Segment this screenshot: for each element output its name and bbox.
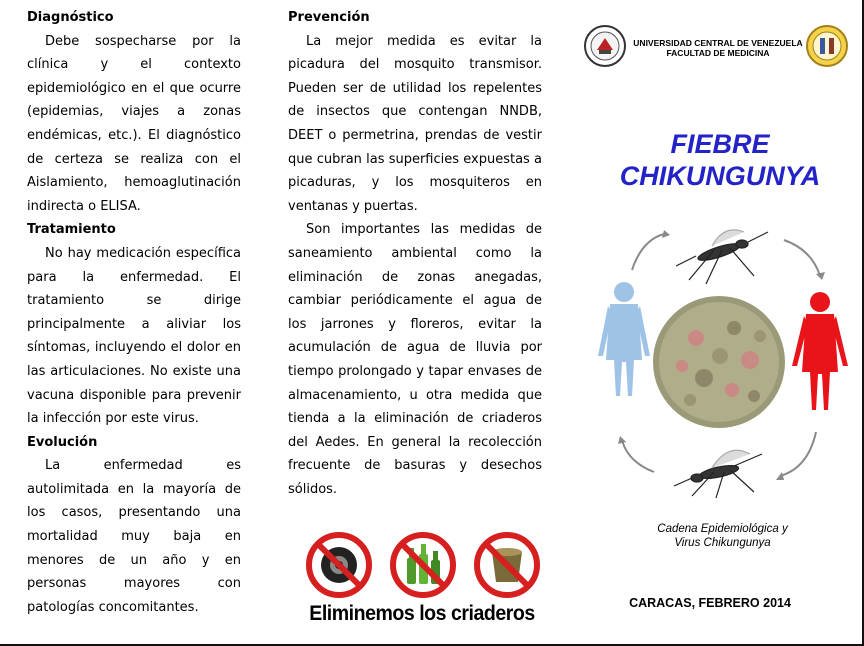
place-date: CARACAS, FEBRERO 2014 xyxy=(629,596,791,610)
mosquito-top-icon xyxy=(676,230,768,284)
medicine-faculty-seal-icon xyxy=(805,24,849,68)
virus-particle-icon xyxy=(653,296,785,428)
caption-line-2: Virus Chikungunya xyxy=(674,537,771,549)
no-tire-icon xyxy=(306,532,372,598)
epidemiological-chain-figure xyxy=(584,210,854,502)
tratamiento-text: No hay medicación específica para la enfermedad. El tratamiento se dirige principalmente a aliviar los síntomas, incluyendo el dolor en las articulaciones. No existe una vacuna disponible para prevenir la infección por este virus. xyxy=(27,245,241,427)
prevencion-paragraph-1: La mejor medida es evitar la picadura del mosquito transmisor. Pueden ser de utilidad los repelentes de insectos que contengan NNDB, DEET o permetrina, prendas de vestir que cubran las superficies expuestas a picaduras, y los mosquiteros en ventanas y puertas. xyxy=(288,33,542,214)
title-line-1: FIEBRE xyxy=(670,129,770,159)
banner-text: Eliminemos los criaderos xyxy=(309,602,535,625)
no-bottles-icon xyxy=(390,532,456,598)
tratamiento-heading: Tratamiento xyxy=(27,222,116,238)
left-column xyxy=(27,6,241,619)
infected-person-icon xyxy=(792,292,848,410)
diagnostico-text: Debe sospecharse por la clínica y el contexto epidemiológico en el que ocurre (epidemias, viajes a zonas endémicas, etc.). El diagnóstico de certeza se realiza con el Aislamiento, hemoaglutinación indirecta o ELISA. xyxy=(27,33,241,214)
diagnostico-heading: Diagnóstico xyxy=(27,10,114,25)
middle-column xyxy=(288,6,542,501)
university-name xyxy=(629,38,807,58)
prevencion-heading: Prevención xyxy=(288,10,370,25)
cover-title xyxy=(580,128,860,192)
title-line-2: CHIKUNGUNYA xyxy=(619,161,821,191)
university-header xyxy=(583,24,848,74)
university-line-1: UNIVERSIDAD CENTRAL DE VENEZUELA xyxy=(633,38,803,48)
no-bucket-icon xyxy=(474,532,540,598)
eliminate-breeding-banner xyxy=(296,530,548,634)
prevencion-paragraph-2: Son importantes las medidas de saneamiento ambiental como la eliminación de zonas anegadas, cambiar periódicamente el agua de los jarrones y floreros, evitar la acumulación de agua de lluvia por tiempo prolongado y tapar envases de almacenamiento, u otra medida que tienda a la eliminación de criaderos del Aedes. En general la recolección frecuente de basuras y desechos sólidos. xyxy=(288,222,542,497)
healthy-person-icon xyxy=(598,282,650,396)
figure-caption xyxy=(610,522,835,550)
evolucion-heading: Evolución xyxy=(27,434,98,450)
caption-line-1: Cadena Epidemiológica y xyxy=(657,523,788,535)
ucv-seal-icon xyxy=(583,24,627,68)
mosquito-bottom-icon xyxy=(674,450,762,498)
evolucion-text: La enfermedad es autolimitada en la mayoría de los casos, presentando una mortalidad muy baja en menores de un año y en personas mayores con patologías concomitantes. xyxy=(27,458,241,615)
university-line-2: FACULTAD DE MEDICINA xyxy=(666,48,770,58)
